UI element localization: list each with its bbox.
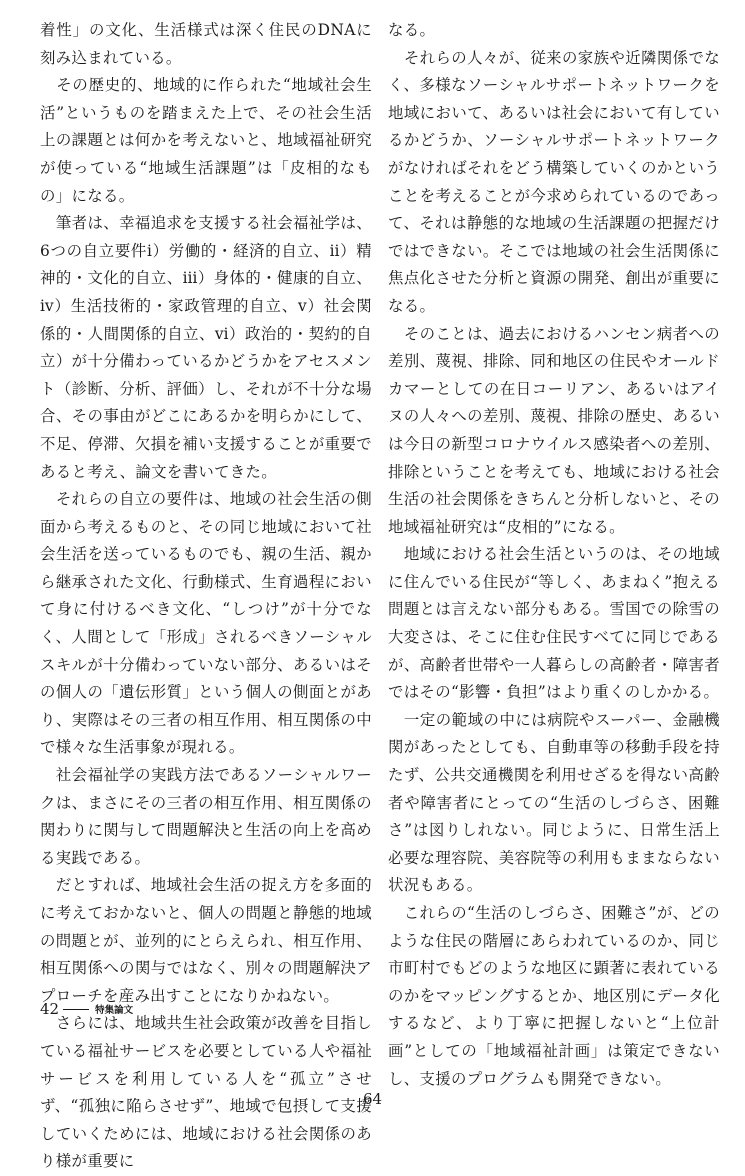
right-column [388,17,720,1093]
paragraph: それらの自立の要件は、地域の社会生活の側面から考えるものと、その同じ地域において社会生活を送っているものでも、親の生活、親から継承された文化、行動様式、生育過程において身に付けるべき文化、“しつけ”が十分でなく、人間として「形成」されるべきソーシャルスキルが十分備わっていない部分、あるいはその個人の「遺伝形質」という個人の側面とがあり、実際はその三者の相互作用、相互関係の中で様々な生活事象が現れる。 [40,490,372,757]
paragraph: 筆者は、幸福追求を支援する社会福祉学は、6つの自立要件ⅰ）労働的・経済的自立、ⅱ）精神的・文化的自立、ⅲ）身体的・健康的自立、ⅳ）生活技術的・家政管理的自立、ⅴ）社会関係的・人間関係的自立、ⅵ）政治的・契約的自立）が十分備わっているかどうかをアセスメント（診断、分析、評価）し、それが不十分な場合、その事由がどこにあるかを明らかにして、不足、停滞、欠損を補い支援することが重要であると考え、論文を書いてきた。 [40,214,372,481]
folio-section-label: 特集論文 [95,1005,134,1016]
folio-rule [63,1009,89,1010]
folio-page-number: 42 [40,1000,60,1018]
scan-page-number: 64 [362,1090,383,1108]
page-folio [40,1000,133,1018]
paragraph: なる。 [388,21,436,39]
paragraph: それらの人々が、従来の家族や近隣関係でなく、多様なソーシャルサポートネットワークを地域において、あるいは社会において有しているかどうか、ソーシャルサポートネットワークがなければそれをどう構築していくのかということを考えることが今求められているのであって、それは静態的な地域の生活課題の把握だけではできない。そこでは地域の社会生活関係に焦点化させた分析と資源の開発、創出が重要になる。 [388,48,720,315]
paragraph: だとすれば、地域社会生活の捉え方を多面的に考えておかないと、個人の問題と静態的地域の問題とが、並列的にとらえられ、相互作用、相互関係への関与ではなく、別々の問題解決アプローチを産み出すことになりかねない。 [40,876,372,1005]
paragraph: これらの“生活のしづらさ、困難さ”が、どのような住民の階層にあらわれているのか、同じ市町村でもどのような地区に顕著に表れているのかをマッピングするとか、地区別にデータ化するなど、より丁寧に把握しないと“上位計画”としての「地域福祉計画」は策定できないし、支援のプログラムも開発できない。 [388,904,720,1088]
paragraph: 着性」の文化、生活様式は深く住民のDNAに刻み込まれている。 [40,21,372,67]
paragraph: そのことは、過去におけるハンセン病者への差別、蔑視、排除、同和地区の住民やオールドカマーとしての在日コーリアン、あるいはアイヌの人々への差別、蔑視、排除の歴史、あるいは今日の新型コロナウイルス感染者への差別、排除ということを考えても、地域における社会生活の社会関係をきちんと分析しないと、その地域福祉研究は“皮相的”になる。 [388,324,720,536]
paragraph: その歴史的、地域的に作られた“地域社会生活”というものを踏まえた上で、その社会生活上の課題とは何かを考えないと、地域福祉研究が使っている“地域生活課題”は「皮相的なもの」になる。 [40,76,372,205]
paragraph: 地域における社会生活というのは、その地域に住んでいる住民が“等しく、あまねく”抱える問題とは言えない部分もある。雪国での除雪の大変さは、そこに住む住民すべてに同じであるが、高齢者世帯や一人暮らしの高齢者・障害者ではその“影響・負担”はより重くのしかかる。 [388,545,720,702]
paragraph: さらには、地域共生社会政策が改善を目指している福祉サービスを必要としている人や福祉サービスを利用している人を“孤立”させず、“孤独に陥らさせず”、地域で包摂して支援していくためには、地域における社会関係のあり様が重要に [40,1014,372,1171]
paragraph: 社会福祉学の実践方法であるソーシャルワークは、まさにその三者の相互作用、相互関係の関わりに関与して問題解決と生活の向上を高める実践である。 [40,766,372,867]
paragraph: 一定の範域の中には病院やスーパー、金融機関があったとしても、自動車等の移動手段を持たず、公共交通機関を利用せざるを得ない高齢者や障害者にとっての“生活のしづらさ、困難さ”は図りしれない。同じように、日常生活上必要な理容院、美容院等の利用もままならない状況もある。 [388,710,720,895]
